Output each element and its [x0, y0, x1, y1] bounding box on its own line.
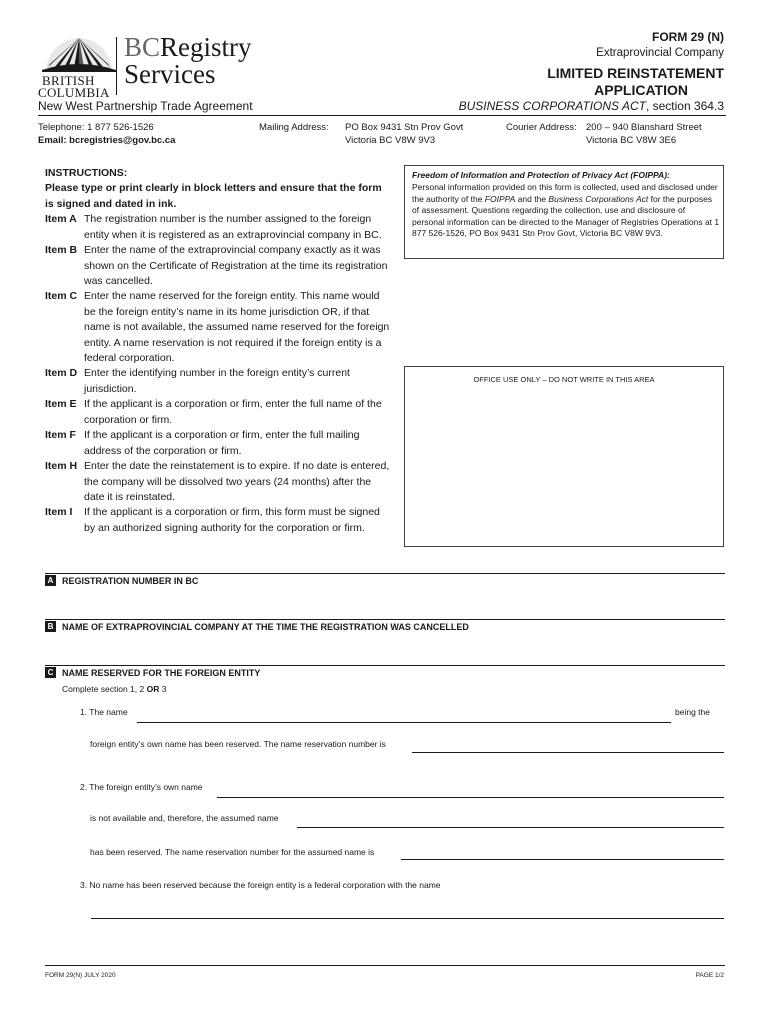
- option1-line2: foreign entity’s own name has been reserved. The name reservation number is: [90, 739, 386, 749]
- item-c-text: Enter the name reserved for the foreign entity. This name would be the foreign entity’s name in its home jurisdiction OR, if that name is not available, the assumed name reserved for the foreign entity. A name reservation is not required if the foreign entity is a federal corporation.: [84, 290, 390, 364]
- footer-divider: [45, 965, 725, 966]
- logo-province-line2: COLUMBIA: [38, 85, 110, 100]
- complete-note-a: Complete section 1, 2: [62, 684, 147, 694]
- section-a-letter: A: [45, 575, 56, 586]
- foippa-text-c: for the purposes of assessment. Questions regarding the collection, use and disclosure of personal information can be directed to the Manager of Registries Operations at 1 877 526-1526, PO Box 9431 Stn Prov Govt, Victoria BC V8W 9V3.: [412, 193, 720, 238]
- item-f-text: If the applicant is a corporation or firm, enter the full mailing address of the corporation or firm.: [84, 429, 360, 457]
- item-i-key: Item I: [45, 506, 73, 518]
- item-b-text: Enter the name of the extraprovincial company exactly as it was shown on the Certificate of Registration at the time its registration was cancelled.: [84, 244, 388, 287]
- option1-name-field[interactable]: [137, 722, 671, 723]
- item-d-text: Enter the identifying number in the foreign entity’s current jurisdiction.: [84, 367, 350, 395]
- option1-reservation-number-field[interactable]: [412, 752, 724, 753]
- item-b-key: Item B: [45, 244, 78, 256]
- item-a-text: The registration number is the number assigned to the foreign entity when it is registered as an extraprovincial company in BC.: [84, 213, 382, 241]
- option1-label: 1. The name: [80, 707, 128, 717]
- office-use-label: OFFICE USE ONLY – DO NOT WRITE IN THIS AREA: [473, 375, 655, 384]
- item-f-key: Item F: [45, 429, 76, 441]
- foippa-text: [412, 182, 720, 240]
- foippa-title: Freedom of Information and Protection of Privacy Act (FOIPPA):: [412, 170, 670, 180]
- foippa-text-b: and the: [515, 193, 549, 204]
- foippa-text-foippa: FOIPPA: [484, 193, 516, 204]
- mailing-line2: Victoria BC V8W 9V3: [345, 135, 436, 146]
- act-section: , section 364.3: [645, 99, 724, 113]
- sunset-logo-icon: [38, 34, 120, 72]
- act-reference: [459, 99, 724, 113]
- option2-reservation-number-field[interactable]: [401, 859, 724, 860]
- bc-government-logo: [38, 34, 120, 98]
- section-b-title: NAME OF EXTRAPROVINCIAL COMPANY AT THE TIME THE REGISTRATION WAS CANCELLED: [62, 622, 469, 632]
- option1-suffix: being the: [675, 707, 710, 717]
- option2-own-name-field[interactable]: [217, 797, 724, 798]
- bc-registry-services-logo: [124, 34, 252, 88]
- section-b-rule: [45, 619, 725, 620]
- company-type: Extraprovincial Company: [596, 47, 724, 59]
- foippa-text-a: Personal information provided on this form is collected, used and disclosed under the authority of the: [412, 182, 718, 204]
- complete-note-or: OR: [146, 684, 160, 694]
- courier-line2: Victoria BC V8W 3E6: [586, 135, 677, 146]
- instructions-intro: Please type or print clearly in block letters and ensure that the form is signed and dated in ink.: [45, 182, 382, 210]
- mailing-label: Mailing Address:: [259, 122, 329, 133]
- courier-label: Courier Address:: [506, 122, 577, 133]
- option2-line2: is not available and, therefore, the assumed name: [90, 813, 279, 823]
- option3-federal-name-field[interactable]: [91, 918, 724, 919]
- act-name: BUSINESS CORPORATIONS ACT: [458, 99, 646, 113]
- instructions-title: INSTRUCTIONS:: [45, 167, 128, 179]
- item-c-key: Item C: [45, 290, 78, 302]
- complete-note-b: 3: [159, 684, 167, 694]
- logo-bc-text: BC: [124, 32, 161, 62]
- item-i-text: If the applicant is a corporation or firm, this form must be signed by an authorized signing authority for the corporation or firm.: [84, 506, 380, 534]
- item-e-key: Item E: [45, 398, 77, 410]
- trade-agreement: New West Partnership Trade Agreement: [38, 99, 253, 113]
- section-a-rule: [45, 573, 725, 574]
- option2-assumed-name-field[interactable]: [297, 827, 724, 828]
- footer-page-number: PAGE 1/2: [695, 972, 724, 979]
- item-h-text: Enter the date the reinstatement is to expire. If no date is entered, the company will be dissolved two years (24 months) after the date it is reinstated.: [84, 460, 390, 503]
- office-use-box: [404, 366, 724, 547]
- option3-label: 3. No name has been reserved because the foreign entity is a federal corporation with the name: [80, 880, 441, 890]
- item-a-key: Item A: [45, 213, 77, 225]
- mailing-line1: PO Box 9431 Stn Prov Govt: [345, 122, 464, 133]
- item-h-key: Item H: [45, 460, 78, 472]
- courier-line1: 200 – 940 Blanshard Street: [586, 122, 702, 133]
- form-title-line2: APPLICATION: [594, 82, 688, 98]
- logo-divider: [116, 37, 117, 95]
- form-number: FORM 29 (N): [652, 30, 724, 44]
- telephone: Telephone: 1 877 526-1526: [38, 122, 154, 133]
- foippa-text-act: Business Corporations Act: [548, 193, 649, 204]
- option2-label: 2. The foreign entity’s own name: [80, 782, 203, 792]
- footer-form-id: FORM 29(N) JULY 2020: [45, 972, 116, 979]
- section-c-title: NAME RESERVED FOR THE FOREIGN ENTITY: [62, 668, 261, 678]
- item-e-text: If the applicant is a corporation or firm, enter the full name of the corporation or firm.: [84, 398, 382, 426]
- section-c-complete-note: [62, 684, 166, 694]
- section-c-rule: [45, 665, 725, 666]
- form-title-line1: LIMITED REINSTATEMENT: [547, 65, 724, 81]
- logo-province-line1: BRITISH: [42, 73, 95, 88]
- section-a-title: REGISTRATION NUMBER IN BC: [62, 576, 199, 586]
- logo-registry-text: Registry: [160, 32, 252, 62]
- header-divider: [38, 115, 726, 116]
- email: Email: bcregistries@gov.bc.ca: [38, 135, 176, 146]
- item-d-key: Item D: [45, 367, 78, 379]
- section-b-letter: B: [45, 621, 56, 632]
- section-c-letter: C: [45, 667, 56, 678]
- logo-services-text: Services: [124, 59, 216, 89]
- option2-line3: has been reserved. The name reservation number for the assumed name is: [90, 847, 375, 857]
